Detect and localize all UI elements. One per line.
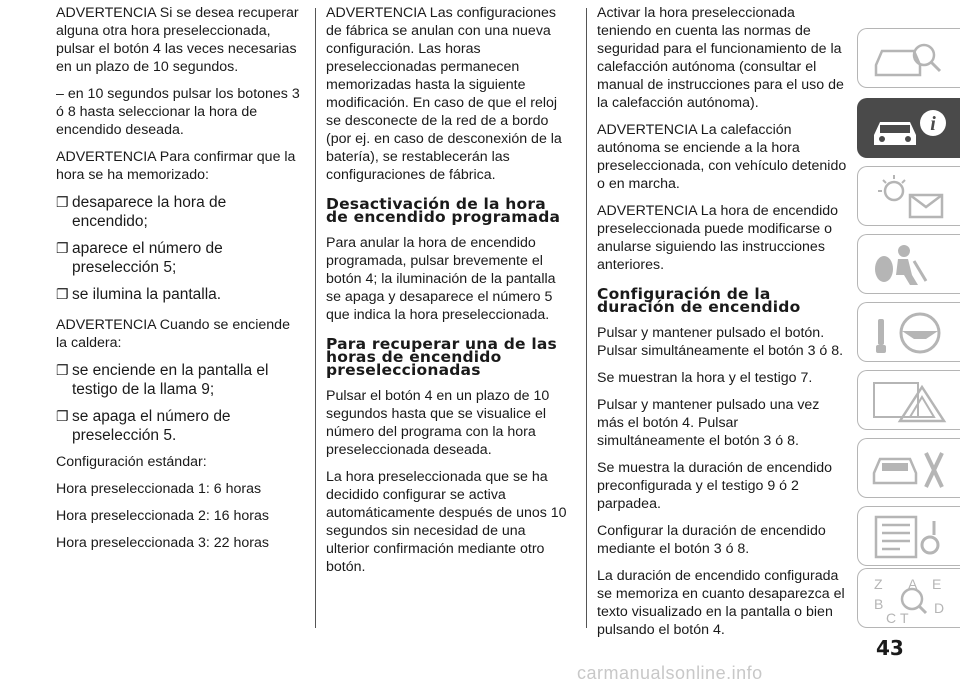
index-letter: Z <box>874 576 883 592</box>
checkbox-bullet-icon: ❐ <box>56 362 69 378</box>
bullet-item: ❐ desaparece la hora de encendido; <box>56 194 227 230</box>
section-heading: Configuración de la duración de encendido <box>597 285 801 316</box>
paragraph: Configuración estándar: <box>56 454 207 470</box>
paragraph: Se muestran la hora y el testigo 7. <box>597 370 813 386</box>
column-3 <box>597 4 849 648</box>
car-info-icon <box>870 105 950 153</box>
paragraph: Pulsar y mantener pulsado el botón. Pulsar simultáneamente el botón 3 ó 8. <box>597 325 844 359</box>
index-letter: D <box>934 600 945 616</box>
tab-technical-data[interactable] <box>857 506 960 566</box>
paragraph: Hora preseleccionada 2: 16 horas <box>56 508 269 524</box>
tab-warning-lights[interactable] <box>857 166 960 226</box>
tab-car-info[interactable] <box>857 98 960 158</box>
column-1 <box>56 4 300 561</box>
index-letter: E <box>932 576 942 592</box>
bullet-item: ❐ se enciende en la pantalla el testigo de la llama 9; <box>56 362 269 398</box>
paragraph: Se muestra la duración de encendido preconfigurada y el testigo 9 ó 2 parpadea. <box>597 460 833 512</box>
column-divider <box>315 8 316 628</box>
tab-maintenance[interactable] <box>857 438 960 498</box>
tab-safety[interactable] <box>857 234 960 294</box>
paragraph: Para anular la hora de encendido programada, pulsar brevemente el botón 4; la iluminación de la pantalla se apaga y desaparece el número 5 que indica la hora preseleccionada. <box>326 235 556 323</box>
paragraph: ADVERTENCIA Si se desea recuperar alguna otra hora preseleccionada, pulsar el botón 4 las veces necesarias en un plazo de 10 segundos. <box>56 5 299 75</box>
index-letter: C <box>886 610 897 625</box>
svg-text:i: i <box>930 113 936 135</box>
bullet-item: ❐ se ilumina la pantalla. <box>56 286 222 303</box>
checkbox-bullet-icon: ❐ <box>56 286 69 302</box>
tab-emergency[interactable] <box>857 370 960 430</box>
index-letter: B <box>874 596 884 612</box>
alphabetical-index-icon <box>870 575 950 625</box>
column-divider <box>586 8 587 628</box>
paragraph: Activar la hora preseleccionada teniendo en cuenta las normas de seguridad para el funcionamiento de la calefacción autónoma (consultar el manual de instrucciones para el uso de la calefacción autónoma). <box>597 5 844 111</box>
paragraph: ADVERTENCIA Cuando se enciende la caldera: <box>56 317 290 351</box>
paragraph: Hora preseleccionada 1: 6 horas <box>56 481 262 497</box>
warning-lights-icon <box>870 173 950 221</box>
section-heading: Para recuperar una de las horas de encendido preseleccionadas <box>326 335 557 379</box>
paragraph: ADVERTENCIA La calefacción autónoma se enciende a la hora preseleccionada, con vehículo detenido o en marcha. <box>597 122 847 192</box>
paragraph: ADVERTENCIA Las configuraciones de fábrica se anulan con una nueva configuración. Las horas preseleccionadas permanecen memorizadas hasta la siguiente modificación. En caso de que el reloj se desconecte de la red de a bordo (por ej. en caso de desconexión de la batería), se restablecerán las configuraciones de fábrica. <box>326 5 562 183</box>
car-search-icon <box>870 35 950 83</box>
checkbox-bullet-icon: ❐ <box>56 408 69 424</box>
paragraph: – en 10 segundos pulsar los botones 3 ó 8 hasta seleccionar la hora de encendido deseada. <box>56 86 300 138</box>
paragraph: Configurar la duración de encendido mediante el botón 3 ó 8. <box>597 523 826 557</box>
checkbox-bullet-icon: ❐ <box>56 240 69 256</box>
paragraph: Hora preseleccionada 3: 22 horas <box>56 535 269 551</box>
index-letter: T <box>900 610 909 625</box>
technical-data-icon <box>870 513 950 561</box>
car-maintenance-icon <box>870 445 950 493</box>
tab-car-search[interactable] <box>857 28 960 88</box>
steering-wheel-icon <box>870 309 950 357</box>
bullet-item: ❐ se apaga el número de preselección 5. <box>56 408 231 444</box>
watermark: carmanualsonline.info <box>577 663 763 683</box>
paragraph: Pulsar y mantener pulsado una vez más el botón 4. Pulsar simultáneamente el botón 3 ó 8. <box>597 397 820 449</box>
column-2 <box>326 4 572 585</box>
tab-starting-driving[interactable] <box>857 302 960 362</box>
tab-index[interactable] <box>857 568 960 628</box>
page-number: 43 <box>876 636 904 660</box>
paragraph: La duración de encendido configurada se memoriza en cuanto desaparezca el texto visualizado en la pantalla o bien pulsando el botón 4. <box>597 568 845 638</box>
bullet-item: ❐ aparece el número de preselección 5; <box>56 240 223 276</box>
checkbox-bullet-icon: ❐ <box>56 194 69 210</box>
index-letter: A <box>908 576 918 592</box>
paragraph: ADVERTENCIA La hora de encendido preseleccionada puede modificarse o anularse siguiendo las instrucciones anteriores. <box>597 203 839 273</box>
airbag-passenger-icon <box>870 241 950 289</box>
paragraph: Pulsar el botón 4 en un plazo de 10 segundos hasta que se visualice el número del programa con la hora preseleccionada deseada. <box>326 388 550 458</box>
breakdown-triangle-icon <box>870 377 950 425</box>
paragraph: ADVERTENCIA Para confirmar que la hora se ha memorizado: <box>56 149 296 183</box>
section-heading: Desactivación de la hora de encendido programada <box>326 195 561 226</box>
paragraph: La hora preseleccionada que se ha decidido configurar se activa automáticamente después de unos 10 segundos sin necesidad de una ulterior confirmación mediante otro botón. <box>326 469 567 575</box>
